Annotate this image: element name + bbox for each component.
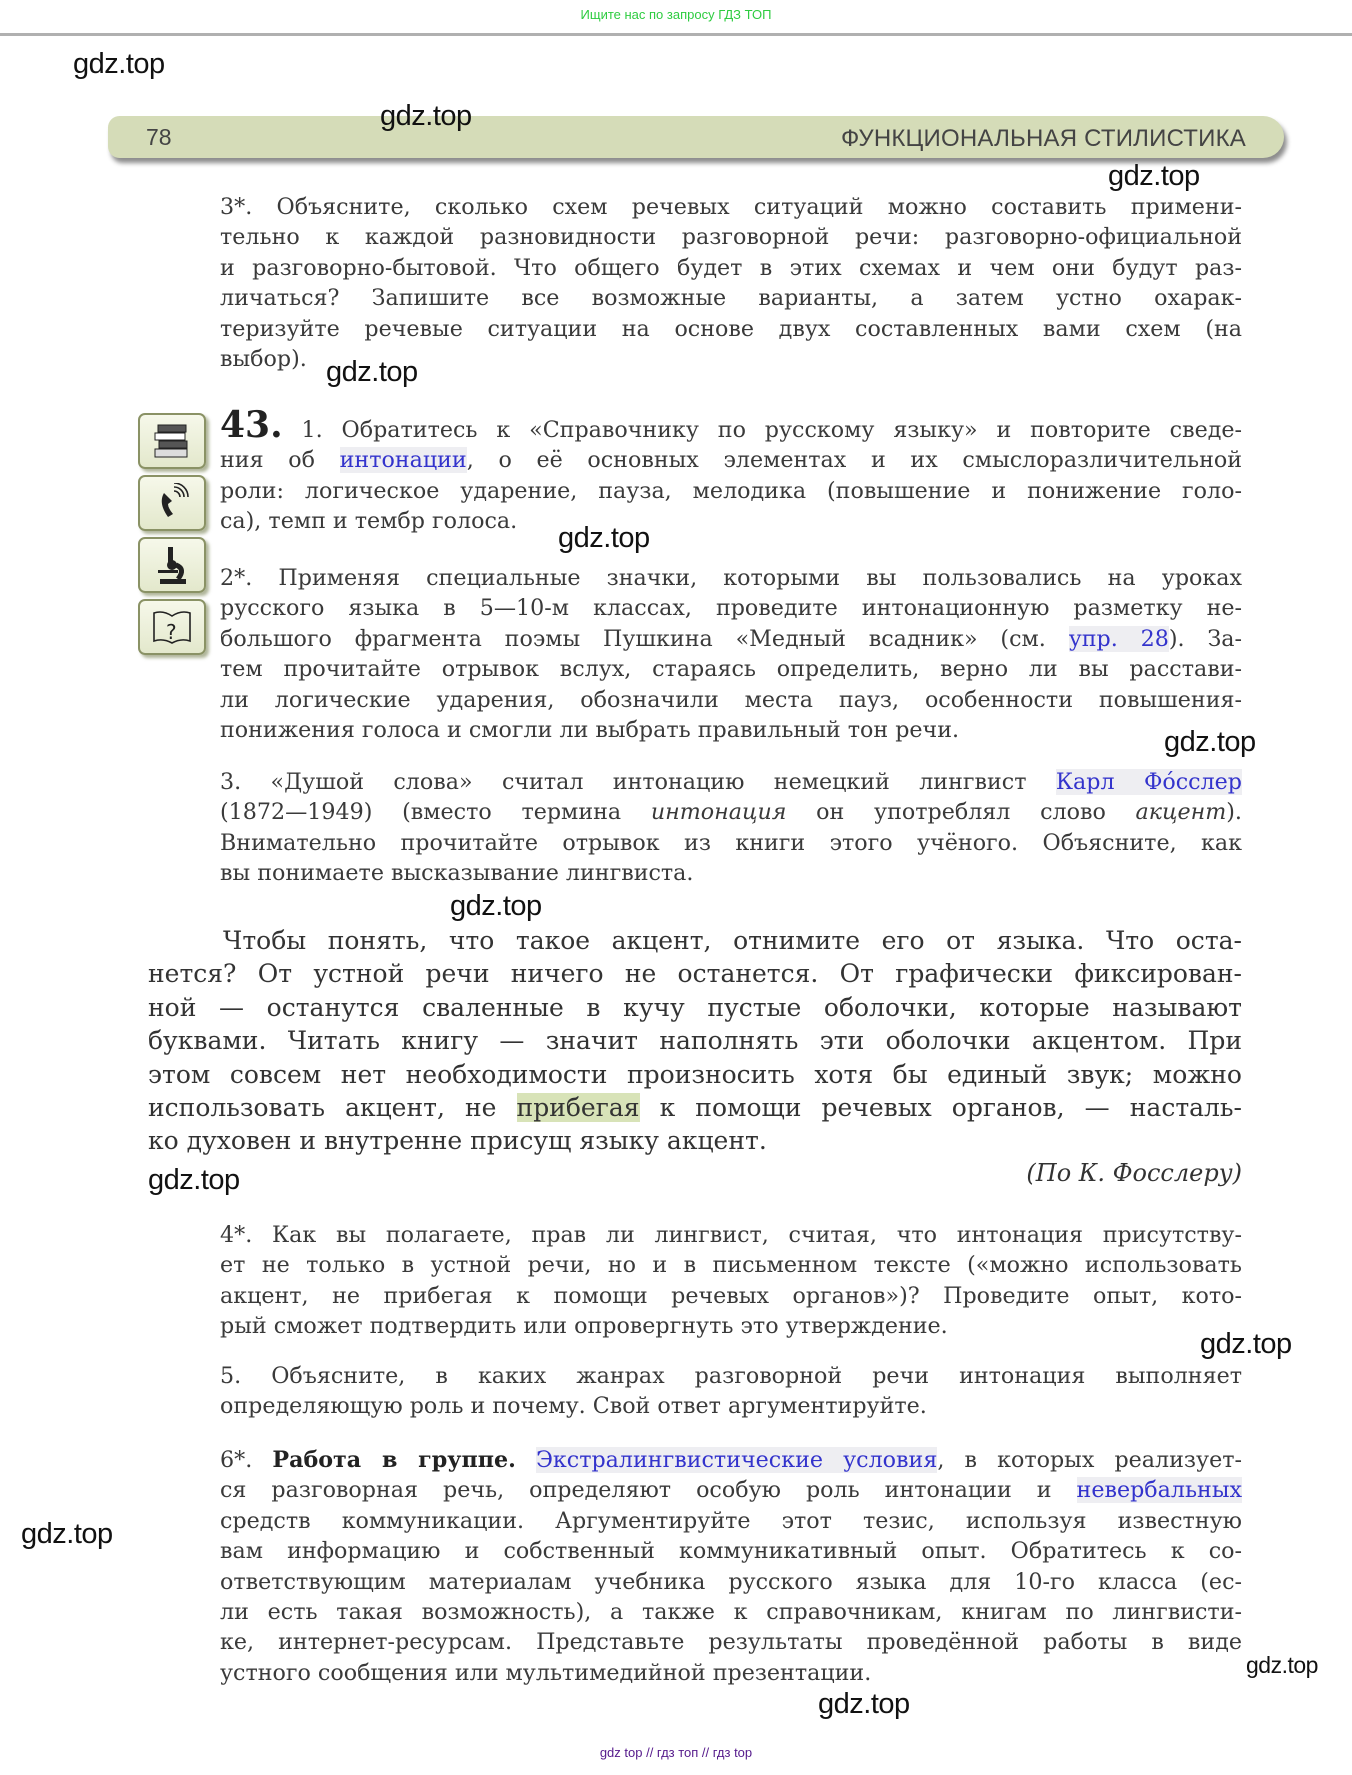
link-extralinguistic-conditions[interactable]: Экстралингвистические условия [535, 1447, 938, 1473]
highlighted-word[interactable]: прибегая [516, 1093, 640, 1123]
promo-text: Ищите нас по запросу ГДЗ ТОП [580, 7, 772, 22]
section-title: ФУНКЦИОНАЛЬНАЯ СТИЛИСТИКА [841, 125, 1246, 152]
vossler-quote: Чтобы понять, что такое акцент, отнимите его от языка. Что оста- нется? От устной речи ничего не останется. От графически фиксирован- ной — останутся сваленные в кучу пустые оболочки, которые называют буквами. Читать книгу — значит наполнять эти оболочки акцентом. При этом совсем нет необходимости произносить хотя бы единый звук; можно использовать акцент, не прибегая к помощи речевых органов, — насталь- ко духовен и внутренне присущ языку акцент. [148, 926, 1242, 1156]
link-karl-vossler[interactable]: Карл Фóсслер [1055, 769, 1242, 795]
watermark: gdz.top [1200, 1328, 1292, 1360]
watermark: gdz.top [73, 48, 165, 80]
link-intonation[interactable]: интонации [339, 447, 467, 474]
question-task-icon-box [138, 599, 206, 655]
svg-text:?: ? [166, 620, 177, 644]
book-question-icon [150, 607, 194, 647]
link-exercise-28[interactable]: упр. 28 [1068, 625, 1169, 652]
reference-books-icon-box [138, 413, 206, 469]
exercise-43-item-6: 6*. Работа в группе. Экстралингвистические условия, в которых реализует- ся разговорная речь, определяют особую роль интонации и невербальных средств коммуникации. Аргументируйте этот тезис, используя известную вам информацию и собственный коммуникативный опыт. Обратитесь к со- ответствующим материалам учебника русского языка для 10-го класса (ес- ли есть такая возможность), а также к справочникам, книгам по лингвисти- ке, интернет-ресурсам. Представьте результаты проведённой работы в виде устного сообщения или мультимедийной презентации. [220, 1447, 1242, 1686]
microscope-icon [150, 545, 194, 585]
exercise-43-item-1: 43. 1. Обратитесь к «Справочнику по русскому языку» и повторите сведе- ния об интонации, о её основных элементах и их смыслоразличительной роли: логическое ударение, пауза, мелодика (повышение и понижение голо- са), темп и тембр голоса. [220, 404, 1242, 535]
watermark: gdz.top [380, 100, 472, 132]
watermark: gdz.top [148, 1164, 240, 1196]
promo-bar [0, 0, 1352, 36]
watermark: gdz.top [21, 1518, 113, 1550]
page-header [108, 116, 1284, 158]
watermark: gdz.top [818, 1688, 910, 1720]
footer-links[interactable]: gdz top // гдз топ // гдз top [599, 1745, 753, 1760]
page-number: 78 [146, 124, 172, 150]
link-nonverbal[interactable]: невербальных [1076, 1477, 1242, 1504]
watermark: gdz.top [326, 356, 418, 388]
research-task-icon-box [138, 537, 206, 593]
watermark: gdz.top [558, 522, 650, 554]
exercise-43-item-3: 3. «Душой слова» считал интонацию немецкий лингвист Карл Фóсслер (1872—1949) (вместо термина интонация он употреблял слово акцент). Внимательно прочитайте отрывок из книги этого учёного. Объясните, как вы понимаете высказывание лингвиста. [220, 769, 1242, 887]
quote-source: (По К. Фосслеру) [1026, 1159, 1242, 1187]
exercise-43-item-4: 4*. Как вы полагаете, прав ли лингвист, считая, что интонация присутству- ет не только в устной речи, но и в письменном тексте («можно использовать акцент, не прибегая к помощи речевых органов»)? Проведите опыт, кото- рый сможет подтвердить или опровергнуть это утверждение. [220, 1222, 1242, 1340]
oral-task-icon-box [138, 475, 206, 531]
exercise-43-item-5: 5. Объясните, в каких жанрах разговорной речи интонация выполняет определяющую роль и почему. Свой ответ аргументируйте. [220, 1363, 1242, 1420]
exercise-43-item-2: 2*. Применяя специальные значки, которыми вы пользовались на уроках русского языка в 5—10-м классах, проведите интонационную разметку не- большого фрагмента поэмы Пушкина «Медный всадник» (см. упр. 28). За- тем прочитайте отрывок вслух, стараясь определить, верно ли вы расстави- ли логические ударения, обозначили места пауз, особенности повышения- понижения голоса и смогли ли выбрать правильный тон речи. [220, 565, 1243, 744]
watermark: gdz.top [450, 890, 542, 922]
watermark: gdz.top [1164, 726, 1256, 758]
watermark: gdz.top [1246, 1652, 1318, 1678]
phone-icon [150, 483, 194, 523]
watermark: gdz.top [1108, 160, 1200, 192]
exercise-number: 43. [220, 404, 283, 446]
task-3-star: 3*. Объясните, сколько схем речевых ситуаций можно составить примени- тельно к каждой разновидности разговорной речи: разговорно-официальной и разговорно-бытовой. Что общего будет в этих схемах и чем они будут раз- личаться? Запишите все возможные варианты, а затем устно охарак- теризуйте речевые ситуации на основе двух составленных вами схем (на выбор). [220, 194, 1242, 373]
books-icon [150, 421, 194, 461]
